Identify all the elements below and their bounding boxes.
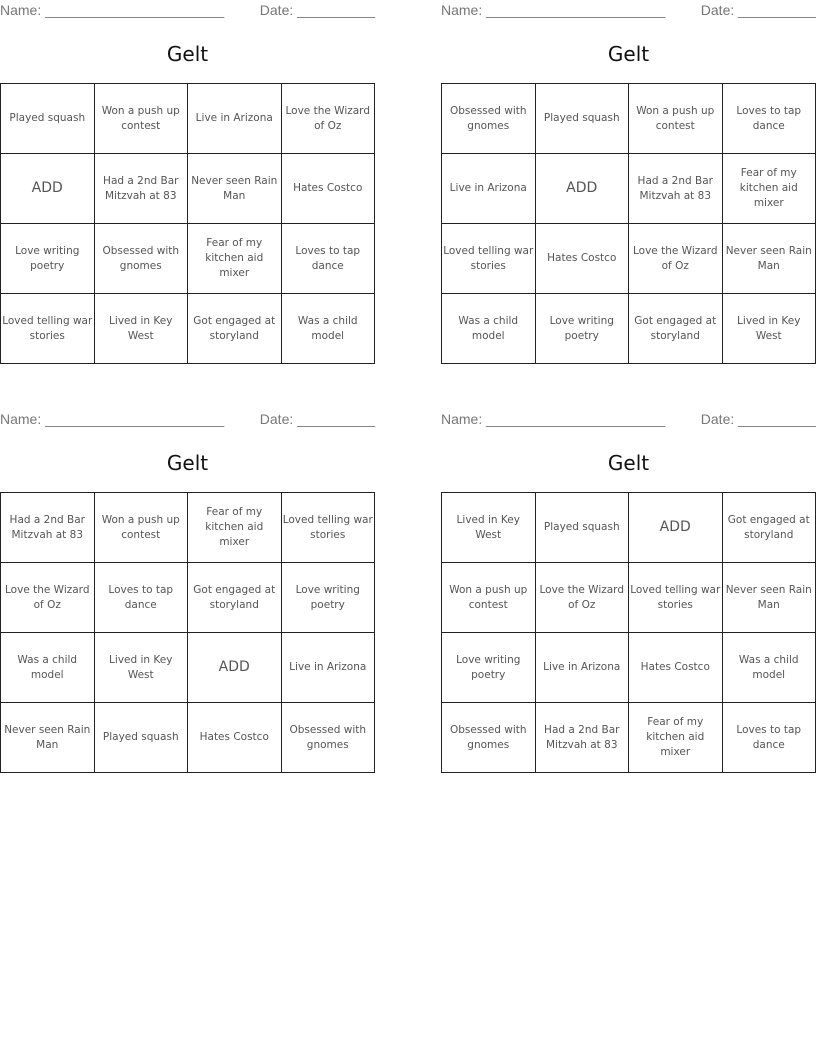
card-header: [441, 2, 816, 20]
bingo-cell: Lived in Key West: [722, 294, 816, 364]
bingo-cell: Obsessed with gnomes: [442, 84, 536, 154]
grid-row: [442, 84, 816, 154]
date-field: Date: __________: [259, 2, 375, 18]
bingo-cell: Fear of my kitchen aid mixer: [188, 224, 282, 294]
bingo-cell: Never seen Rain Man: [722, 563, 816, 633]
bingo-cell: Obsessed with gnomes: [281, 703, 375, 773]
bingo-cell: Fear of my kitchen aid mixer: [722, 154, 816, 224]
bingo-cell: Lived in Key West: [94, 294, 188, 364]
bingo-cell: Obsessed with gnomes: [442, 703, 536, 773]
bingo-cell: Loved telling war stories: [442, 224, 536, 294]
bingo-cell: Played squash: [1, 84, 95, 154]
bingo-cell: Got engaged at storyland: [629, 294, 723, 364]
bingo-cell: Fear of my kitchen aid mixer: [188, 493, 282, 563]
bingo-cell: Live in Arizona: [281, 633, 375, 703]
card-header: [0, 411, 375, 429]
grid-row: [442, 633, 816, 703]
bingo-cell: Had a 2nd Bar Mitzvah at 83: [1, 493, 95, 563]
card-title: Gelt: [166, 42, 209, 66]
bingo-cell: Loves to tap dance: [722, 703, 816, 773]
grid-row: [1, 294, 375, 364]
bingo-cell: ADD: [1, 154, 95, 224]
grid-row: [1, 703, 375, 773]
bingo-cell: Won a push up contest: [94, 493, 188, 563]
bingo-cell: ADD: [629, 493, 723, 563]
bingo-cell: Loved telling war stories: [629, 563, 723, 633]
bingo-grid: [0, 492, 375, 773]
card-title: Gelt: [166, 451, 209, 475]
bingo-cell: Had a 2nd Bar Mitzvah at 83: [535, 703, 629, 773]
bingo-cell: ADD: [535, 154, 629, 224]
bingo-cell: Lived in Key West: [442, 493, 536, 563]
bingo-cell: Lived in Key West: [94, 633, 188, 703]
name-field: Name: _______________________: [0, 2, 225, 18]
bingo-cell: Love writing poetry: [1, 224, 95, 294]
bingo-cell: Love the Wizard of Oz: [1, 563, 95, 633]
bingo-cell: Loved telling war stories: [281, 493, 375, 563]
bingo-cell: Loves to tap dance: [281, 224, 375, 294]
bingo-cell: Love the Wizard of Oz: [281, 84, 375, 154]
bingo-cell: Got engaged at storyland: [188, 563, 282, 633]
bingo-cell: Live in Arizona: [535, 633, 629, 703]
bingo-cell: Love writing poetry: [281, 563, 375, 633]
grid-row: [442, 563, 816, 633]
grid-row: [1, 154, 375, 224]
bingo-cell: Was a child model: [281, 294, 375, 364]
bingo-cell: Love writing poetry: [535, 294, 629, 364]
bingo-cell: Fear of my kitchen aid mixer: [629, 703, 723, 773]
bingo-cell: ADD: [188, 633, 282, 703]
date-field: Date: __________: [700, 411, 816, 427]
bingo-cell: Was a child model: [442, 294, 536, 364]
bingo-grid: [441, 83, 816, 364]
bingo-cell: Played squash: [535, 493, 629, 563]
bingo-cell: Got engaged at storyland: [188, 294, 282, 364]
grid-row: [442, 493, 816, 563]
bingo-cell: Got engaged at storyland: [722, 493, 816, 563]
grid-row: [442, 154, 816, 224]
card-title: Gelt: [607, 451, 650, 475]
bingo-cell: Won a push up contest: [94, 84, 188, 154]
bingo-cell: Won a push up contest: [629, 84, 723, 154]
bingo-cell: Hates Costco: [281, 154, 375, 224]
bingo-cell: Love writing poetry: [442, 633, 536, 703]
bingo-cell: Never seen Rain Man: [1, 703, 95, 773]
bingo-cell: Live in Arizona: [442, 154, 536, 224]
bingo-cell: Hates Costco: [535, 224, 629, 294]
bingo-cell: Love the Wizard of Oz: [535, 563, 629, 633]
bingo-cell: Hates Costco: [629, 633, 723, 703]
bingo-grid: [0, 83, 375, 364]
grid-row: [1, 493, 375, 563]
bingo-cell: Never seen Rain Man: [188, 154, 282, 224]
bingo-cell: Obsessed with gnomes: [94, 224, 188, 294]
name-field: Name: _______________________: [441, 411, 666, 427]
bingo-cell: Loved telling war stories: [1, 294, 95, 364]
date-field: Date: __________: [259, 411, 375, 427]
grid-row: [1, 84, 375, 154]
card-header: [0, 2, 375, 20]
bingo-cell: Loves to tap dance: [94, 563, 188, 633]
date-field: Date: __________: [700, 2, 816, 18]
card-title: Gelt: [607, 42, 650, 66]
bingo-cell: Love the Wizard of Oz: [629, 224, 723, 294]
grid-row: [442, 294, 816, 364]
bingo-grid: [441, 492, 816, 773]
grid-row: [1, 563, 375, 633]
bingo-cell: Loves to tap dance: [722, 84, 816, 154]
bingo-cell: Played squash: [535, 84, 629, 154]
grid-row: [442, 224, 816, 294]
bingo-cell: Played squash: [94, 703, 188, 773]
bingo-cell: Had a 2nd Bar Mitzvah at 83: [629, 154, 723, 224]
bingo-cell: Was a child model: [1, 633, 95, 703]
bingo-cell: Hates Costco: [188, 703, 282, 773]
bingo-cell: Was a child model: [722, 633, 816, 703]
grid-row: [442, 703, 816, 773]
name-field: Name: _______________________: [441, 2, 666, 18]
bingo-cell: Had a 2nd Bar Mitzvah at 83: [94, 154, 188, 224]
bingo-cell: Live in Arizona: [188, 84, 282, 154]
card-header: [441, 411, 816, 429]
bingo-cell: Won a push up contest: [442, 563, 536, 633]
bingo-cell: Never seen Rain Man: [722, 224, 816, 294]
grid-row: [1, 224, 375, 294]
name-field: Name: _______________________: [0, 411, 225, 427]
grid-row: [1, 633, 375, 703]
